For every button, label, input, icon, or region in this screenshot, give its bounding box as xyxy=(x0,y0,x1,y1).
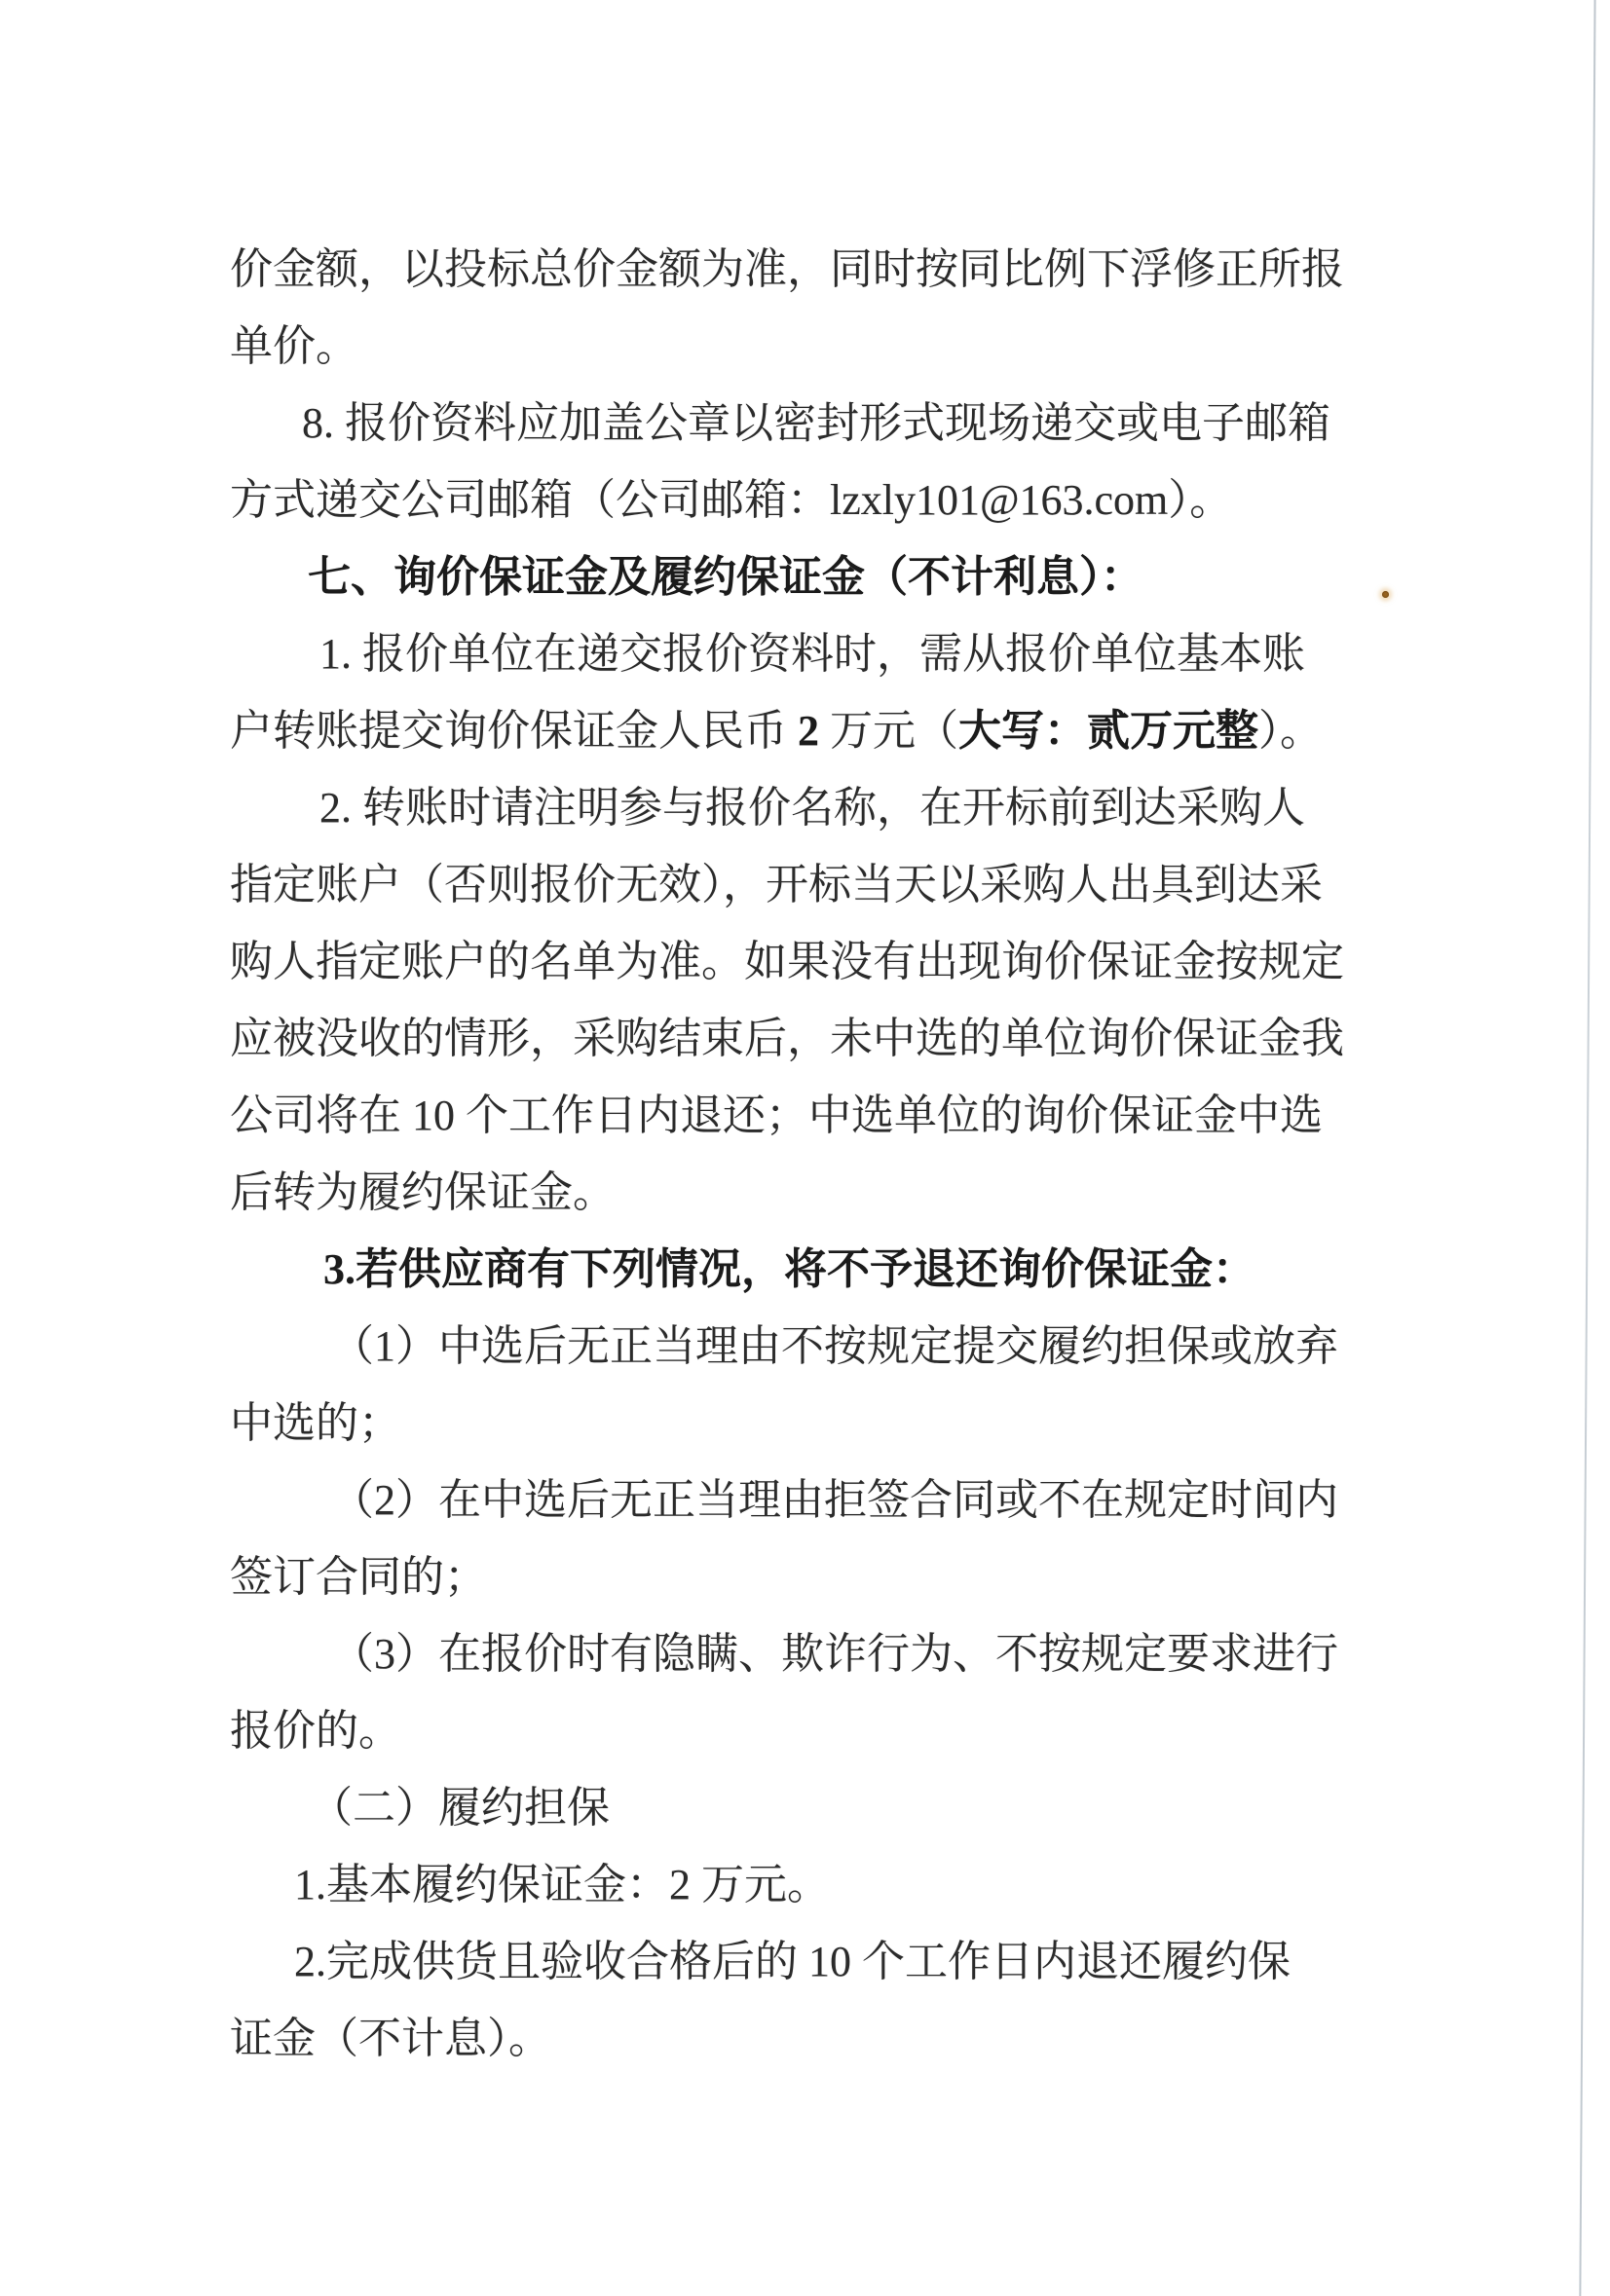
doc-line: 证金（不计息）。 xyxy=(230,2015,551,2062)
deposit-amount-number: 2 xyxy=(798,707,819,755)
doc-line: 2.完成供货且验收合格后的 10 个工作日内退还履约保 xyxy=(294,1938,1291,1985)
doc-line-item-3: （3）在报价时有隐瞒、欺诈行为、不按规定要求进行 xyxy=(331,1630,1338,1678)
doc-line-item-2: （2）在中选后无正当理由拒签合同或不在规定时间内 xyxy=(331,1476,1338,1524)
deposit-amount-words: 大写：贰万元整 xyxy=(958,707,1258,755)
ink-dot-artifact xyxy=(1382,591,1389,598)
doc-line-subsection: （二）履约担保 xyxy=(310,1784,610,1832)
deposit-text: 万元（ xyxy=(819,707,958,755)
doc-line: 报价的。 xyxy=(230,1707,401,1755)
deposit-text: 户转账提交询价保证金人民币 xyxy=(230,707,798,755)
section-heading: 七、询价保证金及履约保证金（不计利息）： xyxy=(308,553,1143,601)
section-heading: 3.若供应商有下列情况，将不予退还询价保证金： xyxy=(323,1245,1255,1293)
doc-line: 后转为履约保证金。 xyxy=(230,1168,616,1216)
doc-line-item-1: （1）中选后无正当理由不按规定提交履约担保或放弃 xyxy=(331,1322,1338,1370)
doc-line: 公司将在 10 个工作日内退还；中选单位的询价保证金中选 xyxy=(230,1092,1323,1139)
doc-line-email: 方式递交公司邮箱（公司邮箱：lzxly101@163.com）。 xyxy=(230,476,1233,524)
document-text-block xyxy=(0,231,1610,2077)
doc-line: 签订合同的； xyxy=(230,1553,487,1601)
doc-line: 购人指定账户的名单为准。如果没有出现询价保证金按规定 xyxy=(230,938,1344,985)
doc-line-deposit-amount xyxy=(0,692,1610,769)
doc-line: 单价。 xyxy=(230,322,358,370)
deposit-text: ）。 xyxy=(1258,707,1323,755)
doc-line: 1. 报价单位在递交报价资料时，需从报价单位基本账 xyxy=(319,630,1305,678)
doc-line: 价金额，以投标总价金额为准，同时按同比例下浮修正所报 xyxy=(230,245,1344,293)
doc-line: 指定账户（否则报价无效），开标当天以采购人出具到达采 xyxy=(230,861,1323,908)
doc-line: 8. 报价资料应加盖公章以密封形式现场递交或电子邮箱 xyxy=(302,399,1330,447)
doc-line: 应被没收的情形，采购结束后，未中选的单位询价保证金我 xyxy=(230,1015,1344,1062)
doc-line: 中选的； xyxy=(230,1399,401,1447)
doc-line: 2. 转账时请注明参与报价名称，在开标前到达采购人 xyxy=(319,784,1305,832)
doc-line: 1.基本履约保证金：2 万元。 xyxy=(294,1861,830,1908)
